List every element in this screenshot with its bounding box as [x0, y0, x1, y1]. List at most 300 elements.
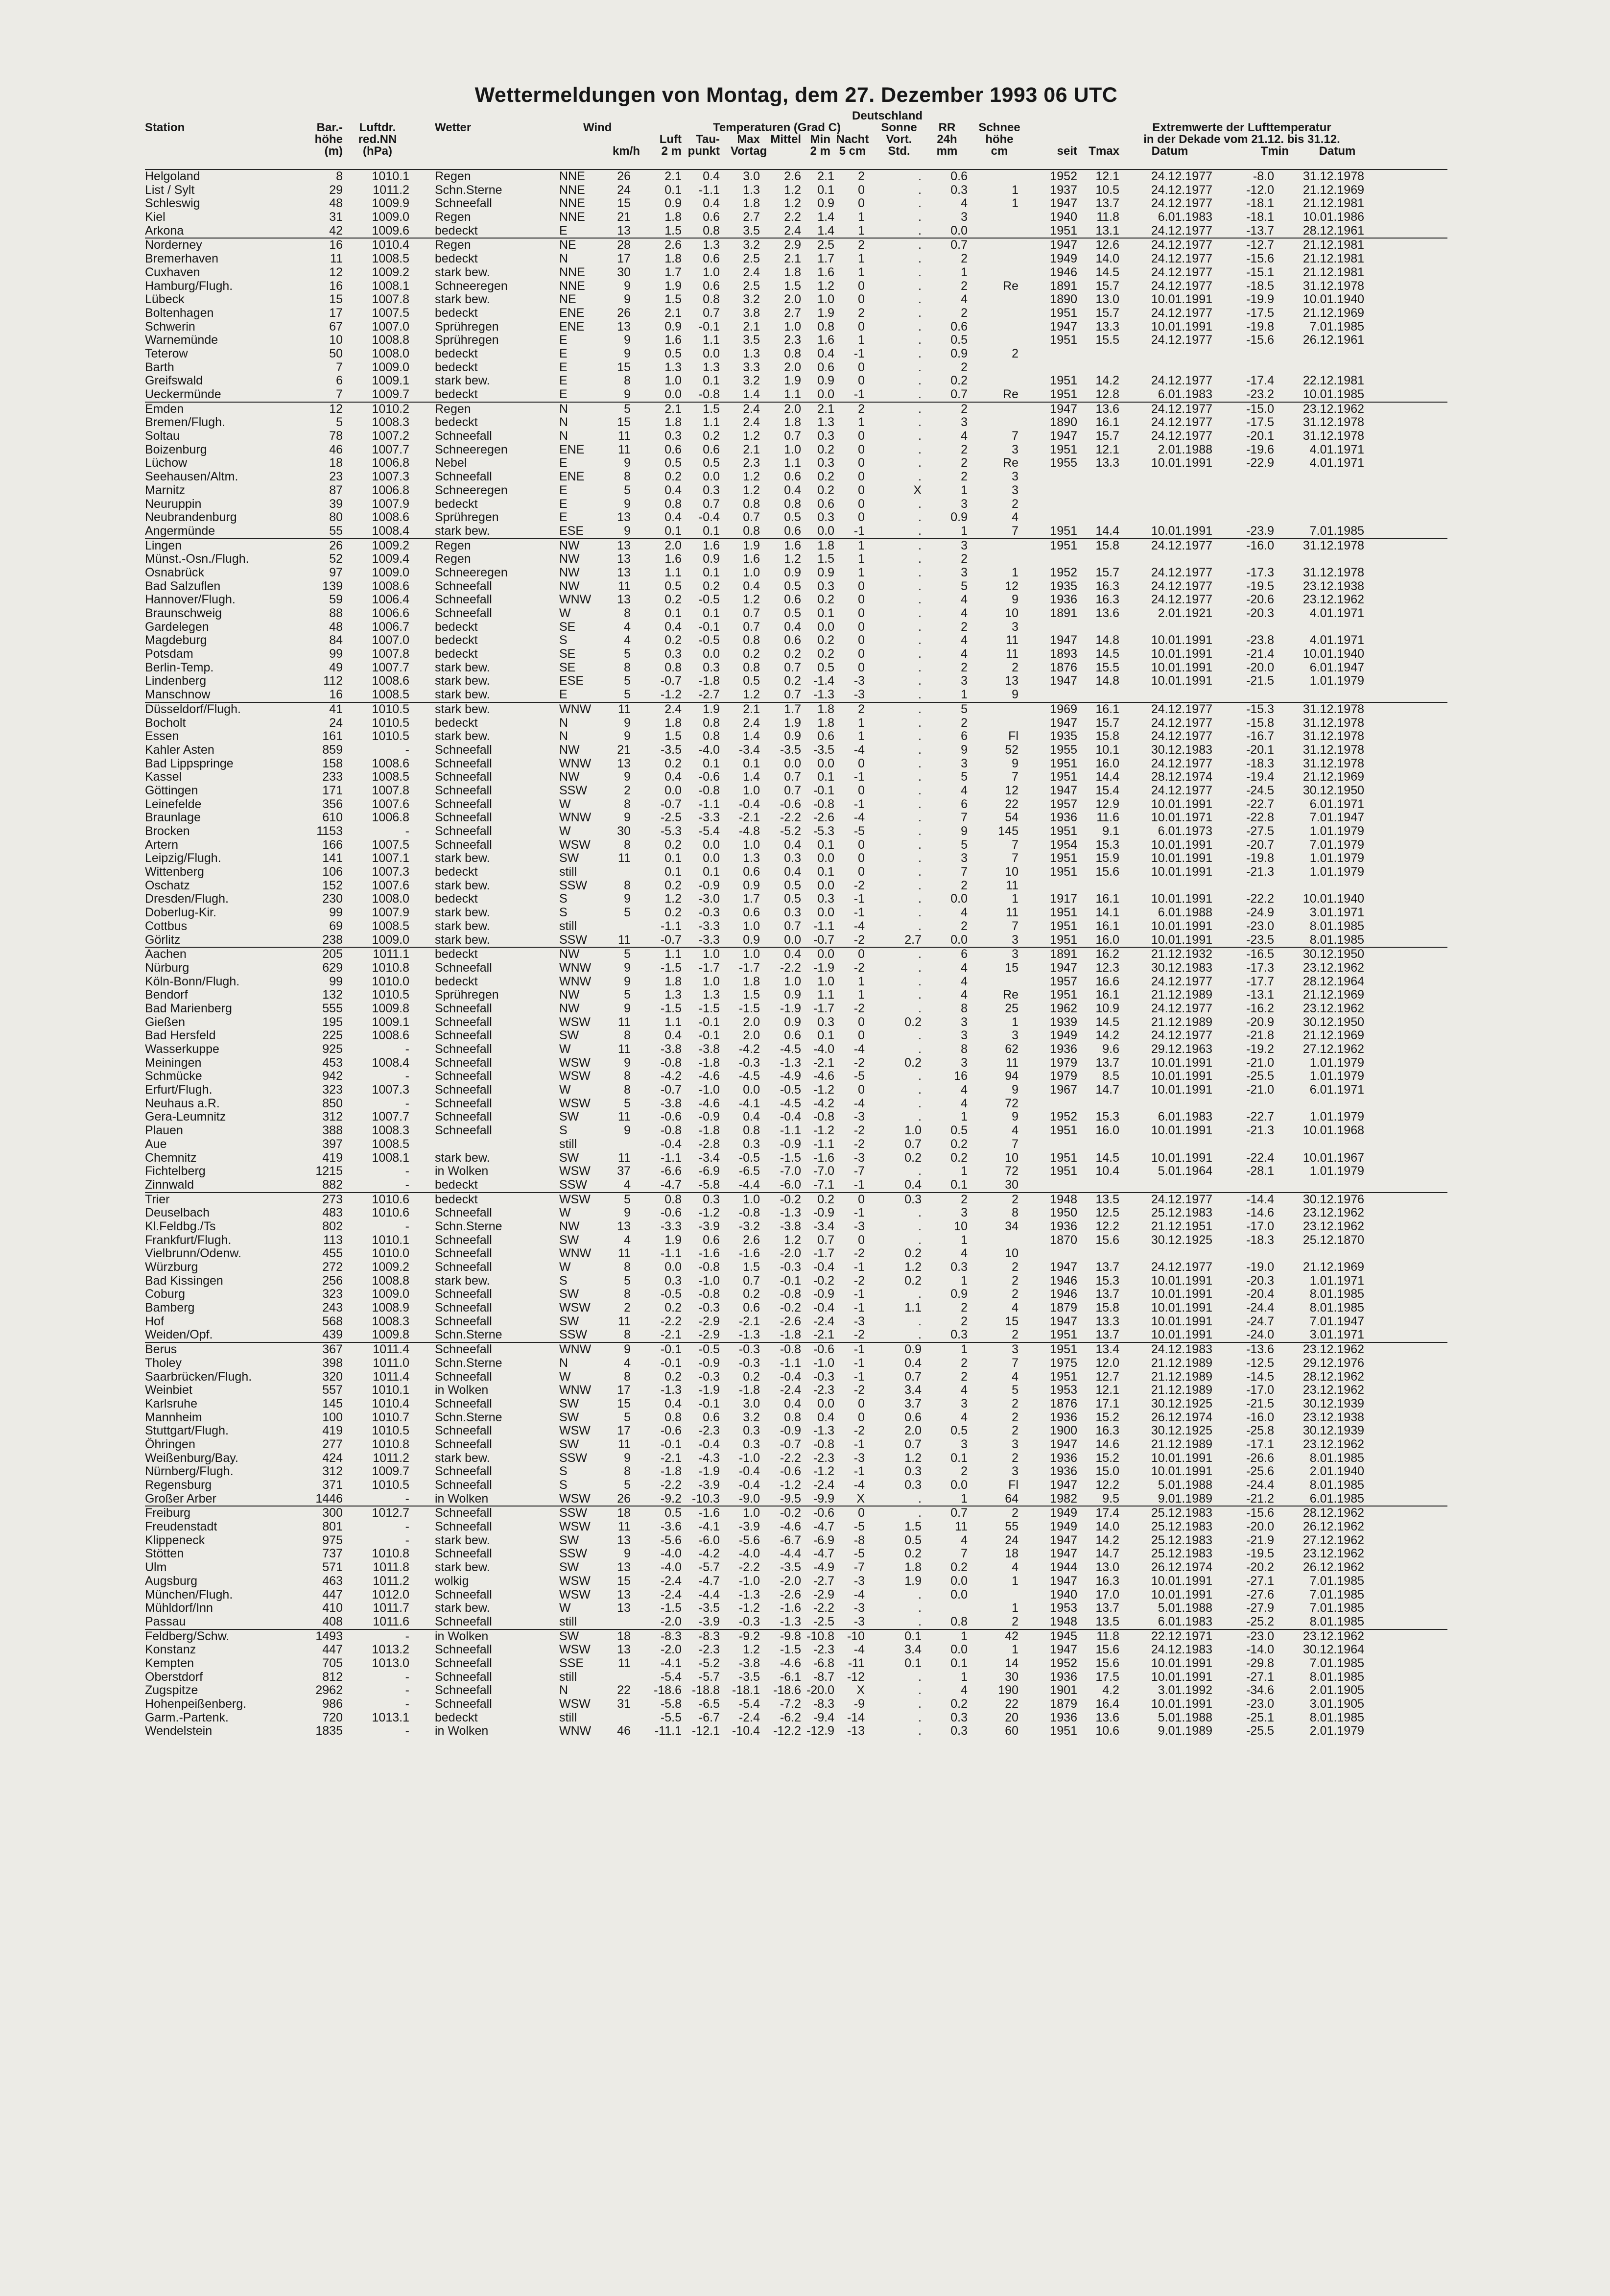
night-min: -1 [853, 1356, 865, 1370]
wind-speed: 9 [624, 497, 631, 511]
sunshine: . [918, 1233, 922, 1247]
tmax-value: 13.3 [1095, 1314, 1119, 1328]
wind-speed: 8 [624, 1028, 631, 1043]
sunshine: 0.1 [904, 1656, 922, 1670]
air-temp: 1.0 [664, 374, 682, 388]
tmax-date: 25.12.1983 [1151, 1520, 1212, 1534]
header-bar3: (m) [324, 144, 343, 158]
table-row [145, 811, 1447, 825]
snow-depth: 55 [1005, 1520, 1018, 1534]
mean-temp: 1.8 [784, 265, 801, 279]
tmax-date: 10.01.1991 [1151, 674, 1212, 688]
night-min: -4 [853, 811, 865, 825]
precipitation: 3 [961, 1437, 968, 1451]
tmin-date: 10.01.1940 [1302, 647, 1364, 661]
sunshine: . [918, 1710, 922, 1724]
min-temp: -1.3 [813, 1424, 834, 1438]
pressure: 1006.4 [372, 593, 409, 607]
max-temp: 1.0 [743, 947, 760, 961]
tmin-date: 3.01.1971 [1309, 906, 1364, 920]
pressure: 1008.1 [372, 1150, 409, 1165]
sunshine: . [918, 960, 922, 975]
sunshine: . [918, 279, 922, 293]
barometer-height: 1153 [316, 824, 343, 838]
weather: Schneefall [435, 1301, 492, 1315]
sunshine: 1.5 [904, 1520, 922, 1534]
pressure: 1006.8 [372, 456, 409, 470]
max-temp: 1.4 [743, 770, 760, 784]
tmax-date: 21.12.1932 [1151, 947, 1212, 961]
station-name: Hannover/Flugh. [145, 593, 236, 607]
station-name: Bremerhaven [145, 252, 219, 266]
sunshine: . [918, 1069, 922, 1083]
min-temp: 1.8 [817, 716, 834, 730]
air-temp: 0.1 [664, 865, 682, 879]
mean-temp: 0.7 [784, 429, 801, 443]
table-row [145, 403, 1447, 416]
barometer-height: 859 [322, 742, 343, 757]
dew-point: 1.9 [703, 702, 720, 716]
barometer-height: 273 [322, 1192, 343, 1206]
wind-direction: N [559, 429, 568, 443]
min-temp: -2.1 [813, 1055, 834, 1070]
mean-temp: 1.1 [784, 387, 801, 401]
dew-point: 0.3 [703, 1192, 720, 1206]
precipitation: 3 [961, 1015, 968, 1029]
precipitation: 2 [961, 919, 968, 933]
tmin-value: -27.6 [1246, 1587, 1274, 1602]
precipitation: 5 [961, 579, 968, 593]
snow-depth: 4 [1012, 1301, 1018, 1315]
header-seit: seit [1057, 144, 1077, 158]
mean-temp: 0.7 [784, 660, 801, 674]
tmin-date: 22.12.1981 [1302, 374, 1364, 388]
max-temp: 3.2 [743, 292, 760, 307]
tmin-date: 27.12.1962 [1302, 1533, 1364, 1547]
tmax-date: 24.12.1977 [1151, 974, 1212, 988]
tmin-value: -14.6 [1246, 1206, 1274, 1220]
dew-point: -3.5 [698, 1601, 720, 1615]
night-min: -4 [853, 919, 865, 933]
min-temp: -2.4 [813, 1478, 834, 1492]
wind-speed: 13 [617, 552, 631, 566]
min-temp: 0.2 [817, 470, 834, 484]
snow-depth: 4 [1012, 1560, 1018, 1575]
station-name: Wendelstein [145, 1724, 213, 1738]
tmin-value: -22.7 [1246, 1110, 1274, 1124]
station-group [145, 702, 1447, 947]
tmin-date: 23.12.1962 [1302, 1206, 1364, 1220]
tmin-date: 21.12.1969 [1302, 1260, 1364, 1274]
record-since: 1947 [1050, 1260, 1077, 1274]
pressure: 1008.3 [372, 1314, 409, 1328]
snow-depth: 9 [1012, 593, 1018, 607]
night-min: -1 [853, 387, 865, 401]
tmin-value: -24.7 [1246, 1314, 1274, 1328]
min-temp: 0.2 [817, 593, 834, 607]
mean-temp: -3.5 [780, 742, 801, 757]
tmax-value: 14.5 [1095, 1015, 1119, 1029]
pressure: - [405, 1491, 409, 1506]
station-name: Zinnwald [145, 1177, 194, 1192]
night-min: -2 [853, 960, 865, 975]
station-name: Seehausen/Altm. [145, 470, 238, 484]
record-since: 1947 [1050, 319, 1077, 334]
tmax-value: 16.1 [1095, 702, 1119, 716]
wind-direction: still [559, 1614, 577, 1628]
min-temp: 1.5 [817, 552, 834, 566]
tmin-value: -13.6 [1246, 1342, 1274, 1357]
dew-point: -0.4 [698, 1437, 720, 1451]
precipitation: 4 [961, 606, 968, 620]
station-name: Manschnow [145, 688, 211, 702]
dew-point: -3.4 [698, 1150, 720, 1165]
wind-speed: 11 [618, 1246, 631, 1261]
night-min: 0 [858, 374, 865, 388]
table-row [145, 1056, 1447, 1070]
table-row [145, 730, 1447, 743]
tmax-value: 13.7 [1095, 196, 1119, 211]
dew-point: 0.6 [703, 442, 720, 456]
tmin-date: 31.12.1978 [1302, 279, 1364, 293]
barometer-height: 99 [329, 647, 343, 661]
max-temp: -1.0 [738, 1574, 760, 1588]
wind-speed: 9 [624, 456, 631, 470]
tmax-value: 14.7 [1095, 1083, 1119, 1097]
min-temp: 0.2 [817, 633, 834, 647]
pressure: 1009.9 [372, 196, 409, 211]
tmax-date: 24.12.1977 [1151, 716, 1212, 730]
night-min: -3 [853, 1614, 865, 1628]
air-temp: -4.0 [660, 1547, 682, 1561]
pressure: 1010.5 [372, 1424, 409, 1438]
air-temp: -3.5 [660, 742, 682, 757]
pressure: - [405, 742, 409, 757]
dew-point: -1.7 [698, 960, 720, 975]
table-row [145, 1534, 1447, 1548]
min-temp: -0.6 [813, 1506, 834, 1520]
night-min: -5 [853, 1520, 865, 1534]
tmin-value: -13.7 [1246, 223, 1274, 238]
max-temp: 0.6 [743, 865, 760, 879]
tmax-date: 10.01.1991 [1151, 1587, 1212, 1602]
precipitation: 0.3 [950, 183, 968, 197]
pressure: 1009.2 [372, 265, 409, 279]
wind-direction: N [559, 1683, 568, 1698]
air-temp: 0.2 [664, 633, 682, 647]
night-min: 0 [858, 851, 865, 865]
air-temp: 2.1 [664, 169, 682, 183]
wind-speed: 15 [617, 196, 631, 211]
sunshine: 2.7 [904, 933, 922, 947]
max-temp: -0.3 [738, 1055, 760, 1070]
table-row [145, 1247, 1447, 1261]
min-temp: -2.5 [813, 1614, 834, 1628]
min-temp: -6.8 [813, 1656, 834, 1670]
table-row [145, 1220, 1447, 1234]
precipitation: 1 [961, 1233, 968, 1247]
tmin-value: -14.5 [1246, 1369, 1274, 1384]
tmin-value: -24.4 [1246, 1301, 1274, 1315]
station-name: Gardelegen [145, 620, 209, 634]
station-name: Schmücke [145, 1069, 202, 1083]
tmax-date: 3.01.1992 [1158, 1683, 1212, 1698]
max-temp: -2.1 [738, 1314, 760, 1328]
table-row [145, 416, 1447, 430]
station-name: Bocholt [145, 716, 186, 730]
snow-depth: 3 [1012, 620, 1018, 634]
max-temp: 2.4 [743, 265, 760, 279]
weather: Schneefall [435, 1520, 492, 1534]
max-temp: 0.7 [743, 1273, 760, 1288]
night-min: -13 [847, 1724, 865, 1738]
precipitation: 2 [961, 1356, 968, 1370]
precipitation: 0.9 [950, 346, 968, 360]
mean-temp: 0.6 [784, 524, 801, 538]
tmin-value: -16.0 [1246, 1410, 1274, 1424]
record-since: 1954 [1050, 837, 1077, 852]
station-name: Bendorf [145, 988, 188, 1002]
mean-temp: -2.0 [780, 1574, 801, 1588]
barometer-height: 230 [322, 892, 343, 906]
wind-speed: 13 [617, 319, 631, 334]
sunshine: 0.6 [904, 1410, 922, 1424]
sunshine: . [918, 633, 922, 647]
wind-direction: E [559, 497, 568, 511]
wind-speed: 9 [624, 892, 631, 906]
record-since: 1935 [1050, 579, 1077, 593]
dew-point: -0.5 [698, 593, 720, 607]
night-min: -2 [853, 1055, 865, 1070]
wind-direction: W [559, 1601, 571, 1615]
table-row [145, 1110, 1447, 1124]
mean-temp: -1.5 [780, 1643, 801, 1657]
min-temp: 0.1 [817, 183, 834, 197]
tmin-value: -27.9 [1246, 1601, 1274, 1615]
tmax-date: 24.12.1977 [1151, 252, 1212, 266]
mean-temp: 0.4 [784, 947, 801, 961]
air-temp: 0.1 [664, 183, 682, 197]
barometer-height: 59 [329, 593, 343, 607]
station-name: Freiburg [145, 1506, 191, 1520]
air-temp: 1.5 [664, 729, 682, 743]
tmax-date: 30.12.1925 [1151, 1424, 1212, 1438]
tmin-value: -20.4 [1246, 1287, 1274, 1301]
snow-depth: 5 [1012, 1383, 1018, 1397]
air-temp: -0.7 [660, 674, 682, 688]
dew-point: -6.7 [698, 1710, 720, 1724]
tmin-value: -18.3 [1246, 1233, 1274, 1247]
sunshine: . [918, 306, 922, 320]
precipitation: 4 [961, 960, 968, 975]
min-temp: 0.2 [817, 483, 834, 497]
barometer-height: 419 [322, 1150, 343, 1165]
sunshine: . [918, 1314, 922, 1328]
tmax-date: 2.01.1988 [1158, 442, 1212, 456]
weather: Schneefall [435, 429, 492, 443]
night-min: 0 [858, 865, 865, 879]
sunshine: 1.1 [904, 1301, 922, 1315]
wind-direction: NW [559, 1219, 580, 1233]
snow-depth: 190 [998, 1683, 1018, 1698]
weather: stark bew. [435, 1560, 490, 1575]
weather: bedeckt [435, 306, 478, 320]
air-temp: 1.1 [664, 1015, 682, 1029]
table-row [145, 1424, 1447, 1438]
max-temp: -2.4 [738, 1710, 760, 1724]
precipitation: 3 [961, 1028, 968, 1043]
tmax-value: 10.9 [1095, 1001, 1119, 1015]
precipitation: 3 [961, 1206, 968, 1220]
min-temp: 1.4 [817, 223, 834, 238]
tmax-date: 2.01.1921 [1158, 606, 1212, 620]
min-temp: 0.0 [817, 878, 834, 892]
tmax-date: 10.01.1991 [1151, 1451, 1212, 1465]
record-since: 1891 [1050, 606, 1077, 620]
wind-speed: 17 [617, 1424, 631, 1438]
wind-speed: 26 [617, 1491, 631, 1506]
header-rr-c: mm [936, 144, 958, 158]
tmin-value: -19.4 [1246, 770, 1274, 784]
night-min: 0 [858, 183, 865, 197]
tmin-value: -21.8 [1246, 1028, 1274, 1043]
max-temp: 2.1 [743, 442, 760, 456]
record-since: 1936 [1050, 1042, 1077, 1056]
dew-point: 0.8 [703, 223, 720, 238]
snow-depth: 15 [1005, 1314, 1018, 1328]
tmax-value: 16.3 [1095, 1424, 1119, 1438]
pressure: 1010.6 [372, 1192, 409, 1206]
wind-direction: WSW [559, 1096, 591, 1110]
tmax-date: 6.01.1983 [1158, 210, 1212, 224]
sunshine: . [918, 797, 922, 811]
barometer-height: 7 [336, 387, 343, 401]
wind-speed: 37 [617, 1164, 631, 1178]
station-name: Nürburg [145, 960, 189, 975]
sunshine: . [918, 429, 922, 443]
station-name: Lingen [145, 538, 182, 552]
max-temp: 1.3 [743, 183, 760, 197]
night-min: -2 [853, 933, 865, 947]
mean-temp: -2.2 [780, 960, 801, 975]
tmin-value: -19.5 [1246, 579, 1274, 593]
record-since: 1951 [1050, 1342, 1077, 1357]
mean-temp: 1.9 [784, 716, 801, 730]
wind-speed: 17 [617, 1383, 631, 1397]
max-temp: 0.2 [743, 647, 760, 661]
precipitation: 0.3 [950, 1724, 968, 1738]
dew-point: -2.7 [698, 688, 720, 702]
night-min: 0 [858, 783, 865, 797]
max-temp: 1.9 [743, 538, 760, 552]
night-min: -4 [853, 1096, 865, 1110]
air-temp: -6.6 [660, 1164, 682, 1178]
air-temp: 1.5 [664, 292, 682, 307]
precipitation: 0.0 [950, 1587, 968, 1602]
wind-speed: 11 [618, 429, 631, 443]
record-since: 1944 [1050, 1560, 1077, 1575]
tmin-value: -8.0 [1253, 169, 1274, 183]
max-temp: 1.7 [743, 892, 760, 906]
mean-temp: 0.7 [784, 783, 801, 797]
weather: stark bew. [435, 374, 490, 388]
station-group [145, 169, 1447, 238]
min-temp: 1.8 [817, 702, 834, 716]
tmax-date: 5.01.1964 [1158, 1164, 1212, 1178]
tmin-date: 23.12.1962 [1302, 593, 1364, 607]
sunshine: . [918, 702, 922, 716]
barometer-height: 84 [329, 633, 343, 647]
sunshine: . [918, 1219, 922, 1233]
air-temp: -0.5 [660, 1287, 682, 1301]
mean-temp: 0.9 [784, 729, 801, 743]
snow-depth: 62 [1005, 1042, 1018, 1056]
dew-point: 0.7 [703, 306, 720, 320]
table-row [145, 430, 1447, 443]
night-min: 0 [858, 1015, 865, 1029]
precipitation: 0.5 [950, 333, 968, 347]
tmax-date: 26.12.1974 [1151, 1410, 1212, 1424]
air-temp: 0.4 [664, 620, 682, 634]
dew-point: -0.8 [698, 387, 720, 401]
max-temp: -1.3 [738, 1328, 760, 1342]
sunshine: . [918, 387, 922, 401]
table-row [145, 948, 1447, 961]
night-min: 0 [858, 510, 865, 525]
wind-direction: N [559, 716, 568, 730]
wind-direction: E [559, 360, 568, 374]
air-temp: 2.4 [664, 702, 682, 716]
precipitation: 5 [961, 837, 968, 852]
header-luft2: red.NN [358, 133, 397, 146]
station-name: Angermünde [145, 524, 215, 538]
station-name: Helgoland [145, 169, 200, 183]
mean-temp: -2.2 [780, 811, 801, 825]
table-row [145, 961, 1447, 975]
night-min: -1 [853, 797, 865, 811]
pressure: 1008.8 [372, 1273, 409, 1288]
barometer-height: 67 [329, 319, 343, 334]
tmax-date: 30.12.1925 [1151, 1233, 1212, 1247]
wind-direction: W [559, 606, 571, 620]
tmax-value: 15.6 [1095, 1656, 1119, 1670]
tmin-date: 31.12.1978 [1302, 716, 1364, 730]
tmin-date: 6.01.1947 [1309, 660, 1364, 674]
wind-direction: WNW [559, 960, 592, 975]
pressure: - [405, 1069, 409, 1083]
dew-point: -3.9 [698, 1614, 720, 1628]
snow-depth: 4 [1012, 1369, 1018, 1384]
barometer-height: 69 [329, 919, 343, 933]
tmin-value: -23.8 [1246, 633, 1274, 647]
record-since: 1951 [1050, 770, 1077, 784]
sunshine: . [918, 988, 922, 1002]
weather: stark bew. [435, 1451, 490, 1465]
station-group [145, 1506, 1447, 1628]
barometer-height: 942 [322, 1069, 343, 1083]
station-name: Ulm [145, 1560, 167, 1575]
dew-point: -1.2 [698, 1206, 720, 1220]
precipitation: 3 [961, 674, 968, 688]
night-min: -8 [853, 1533, 865, 1547]
pressure: - [405, 1697, 409, 1711]
wind-direction: N [559, 1356, 568, 1370]
mean-temp: -2.6 [780, 1587, 801, 1602]
wind-direction: E [559, 483, 568, 497]
tmin-value: -19.9 [1246, 292, 1274, 307]
air-temp: 1.8 [664, 415, 682, 430]
wind-direction: NW [559, 988, 580, 1002]
